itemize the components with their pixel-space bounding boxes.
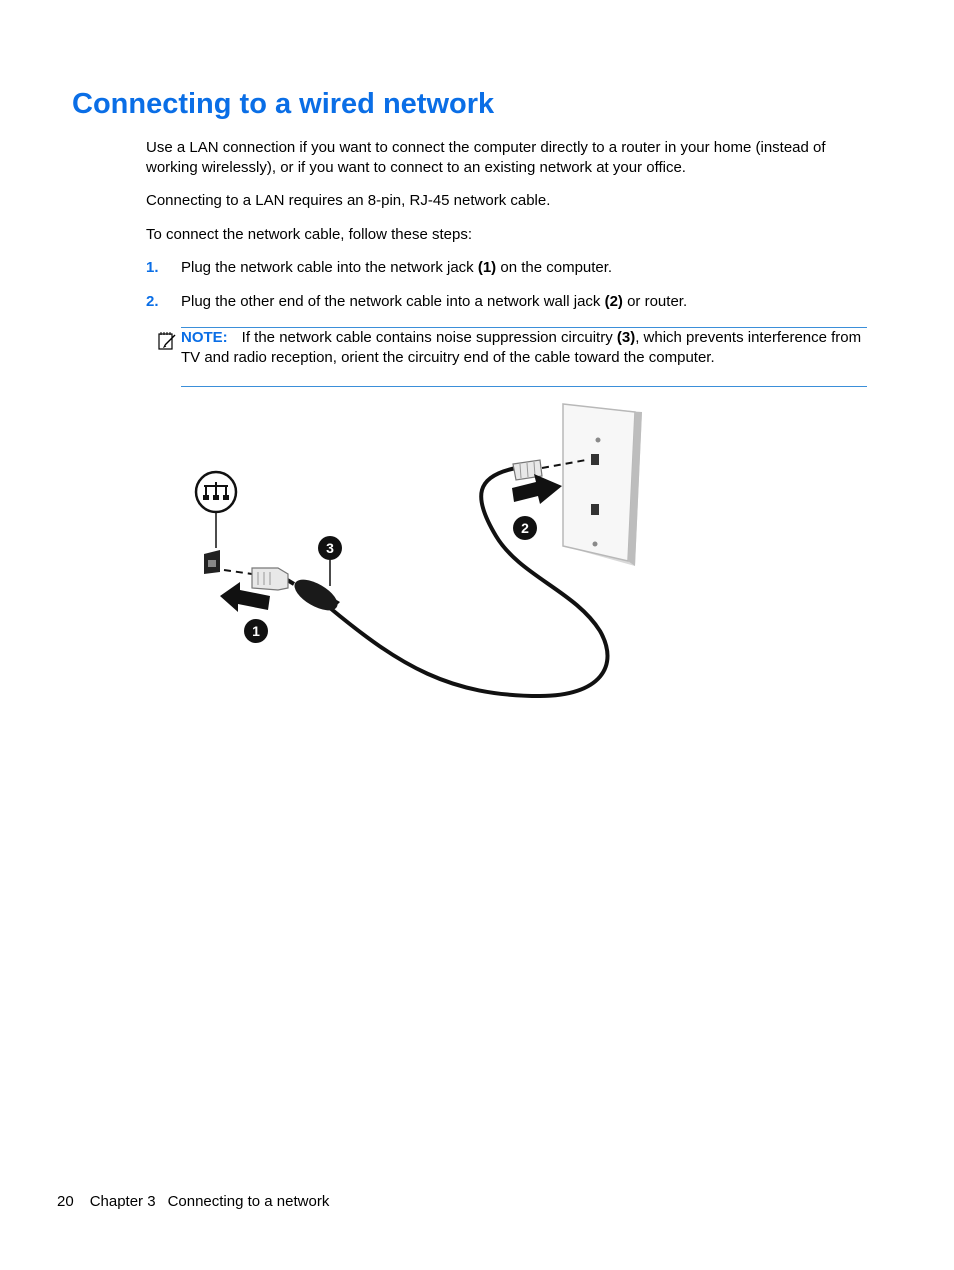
rj45-connector-laptop (252, 568, 288, 590)
step-text: Plug the other end of the network cable into a network wall jack (2) or router. (181, 293, 688, 310)
note-icon (157, 331, 177, 351)
wall-jack-plate (563, 404, 642, 566)
callout-3 (318, 536, 342, 560)
page-footer (57, 1192, 345, 1211)
ethernet-port-icon (196, 472, 236, 548)
callout-2 (513, 516, 537, 540)
steps-intro-paragraph: To connect the network cable, follow these steps: (146, 226, 473, 243)
callout-1 (244, 619, 268, 643)
note-label: NOTE: (181, 329, 228, 346)
chapter-title: Connecting to a network (167, 1193, 330, 1210)
requirement-paragraph: Connecting to a LAN requires an 8-pin, RJ-45 network cable. (146, 192, 551, 209)
network-cable-illustration (180, 396, 660, 706)
intro-paragraph: Use a LAN connection if you want to connect the computer directly to a router in your home (instead of working wirelessly), or if you want to connect to an existing network at your office. (146, 139, 826, 176)
note-text: NOTE: If the network cable contains noise suppression circuitry (3), which prevents interference from TV and radio reception, orient the circuitry end of the cable toward the computer. (181, 329, 862, 366)
page-number: 20 (57, 1193, 74, 1210)
note-box (181, 327, 867, 387)
svg-text:1: 1 (252, 623, 260, 639)
svg-text:3: 3 (326, 540, 334, 556)
svg-text:2: 2 (521, 520, 529, 536)
page-title: Connecting to a wired network (72, 88, 495, 120)
chapter-label: Chapter 3 (89, 1193, 156, 1210)
step-number: 1. (146, 259, 159, 276)
laptop-network-jack (204, 550, 220, 574)
step-text: Plug the network cable into the network jack (1) on the computer. (181, 259, 613, 276)
step-number: 2. (146, 293, 159, 310)
